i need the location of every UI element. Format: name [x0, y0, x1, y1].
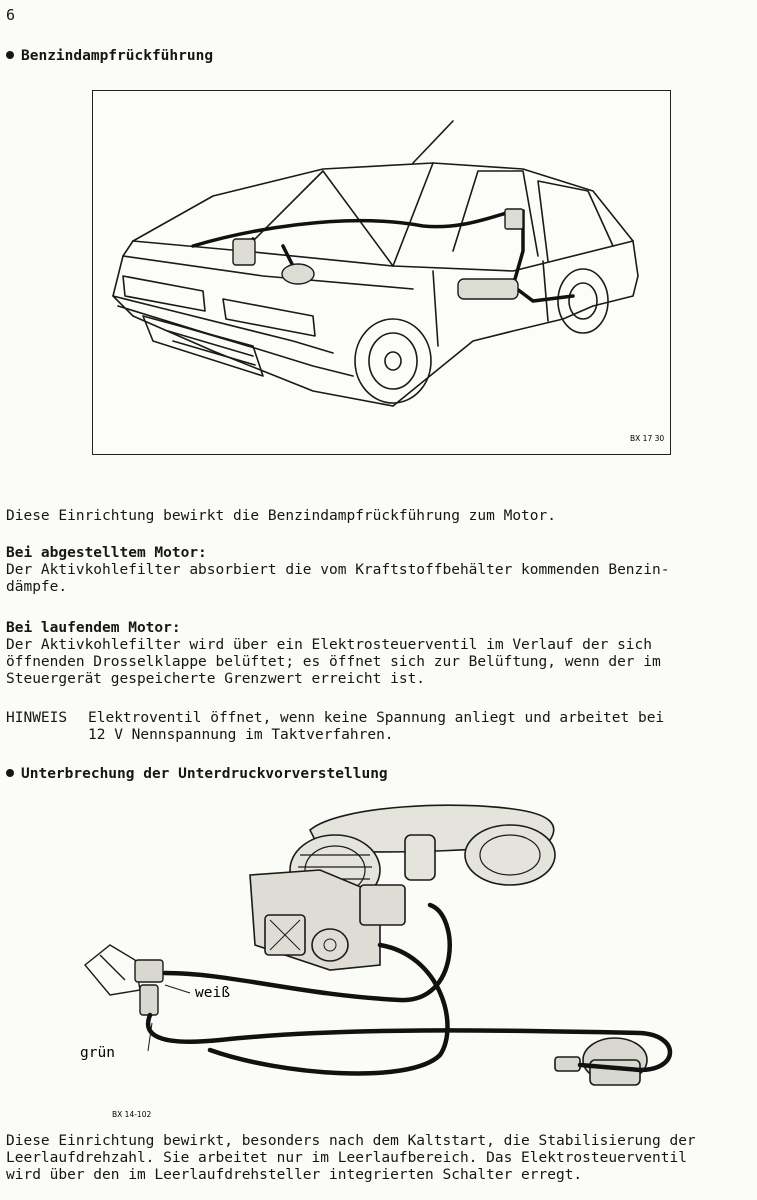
intro-text: Diese Einrichtung bewirkt die Benzindampfrückführung zum Motor.: [6, 508, 556, 524]
section-heading-text: Unterbrechung der Unterdruckvorverstellung: [21, 766, 388, 782]
note-label: HINWEIS: [6, 710, 68, 726]
throttle-illustration: [80, 795, 680, 1125]
car-drawing: [93, 91, 670, 454]
section-heading-fuel-vapour: [6, 48, 213, 64]
label-white: weiß: [195, 985, 230, 1001]
bullet-icon: [6, 51, 14, 59]
vacuum-description-text: Diese Einrichtung bewirkt, besonders nach dem Kaltstart, die Stabilisierung der Leerlaufdrehzahl. Sie arbeitet nur im Leerlaufbereich. Das Elektrosteuerventil wird über den im Leerlaufdrehsteller integrierten Schalter erregt.: [6, 1133, 696, 1183]
throttle-drawing: [80, 795, 680, 1125]
figure-code: BX 17 30: [630, 434, 665, 443]
label-green: grün: [80, 1045, 115, 1061]
section-heading-vacuum: [6, 766, 388, 782]
stopped-engine-text: Der Aktivkohlefilter absorbiert die vom Kraftstoffbehälter kommenden Benzin- dämpfe.: [6, 562, 670, 595]
running-engine-text: Der Aktivkohlefilter wird über ein Elektrosteuerventil im Verlauf der sich öffnenden Drosselklappe belüftet; es öffnet sich zur Belüftung, wenn der im Steuergerät gespeicherte Grenzwert erreicht ist.: [6, 637, 661, 687]
stopped-engine-title: Bei abgestelltem Motor:: [6, 545, 207, 561]
figure-code: BX 14-102: [112, 1110, 152, 1119]
note: [6, 710, 664, 744]
car-illustration: [92, 90, 671, 455]
note-text: Elektroventil öffnet, wenn keine Spannung anliegt und arbeitet bei 12 V Nennspannung im Taktverfahren.: [88, 710, 665, 743]
running-engine-title: Bei laufendem Motor:: [6, 620, 181, 636]
page-number: 6: [6, 6, 16, 24]
section-heading-text: Benzindampfrückführung: [21, 48, 214, 64]
bullet-icon: [6, 769, 14, 777]
